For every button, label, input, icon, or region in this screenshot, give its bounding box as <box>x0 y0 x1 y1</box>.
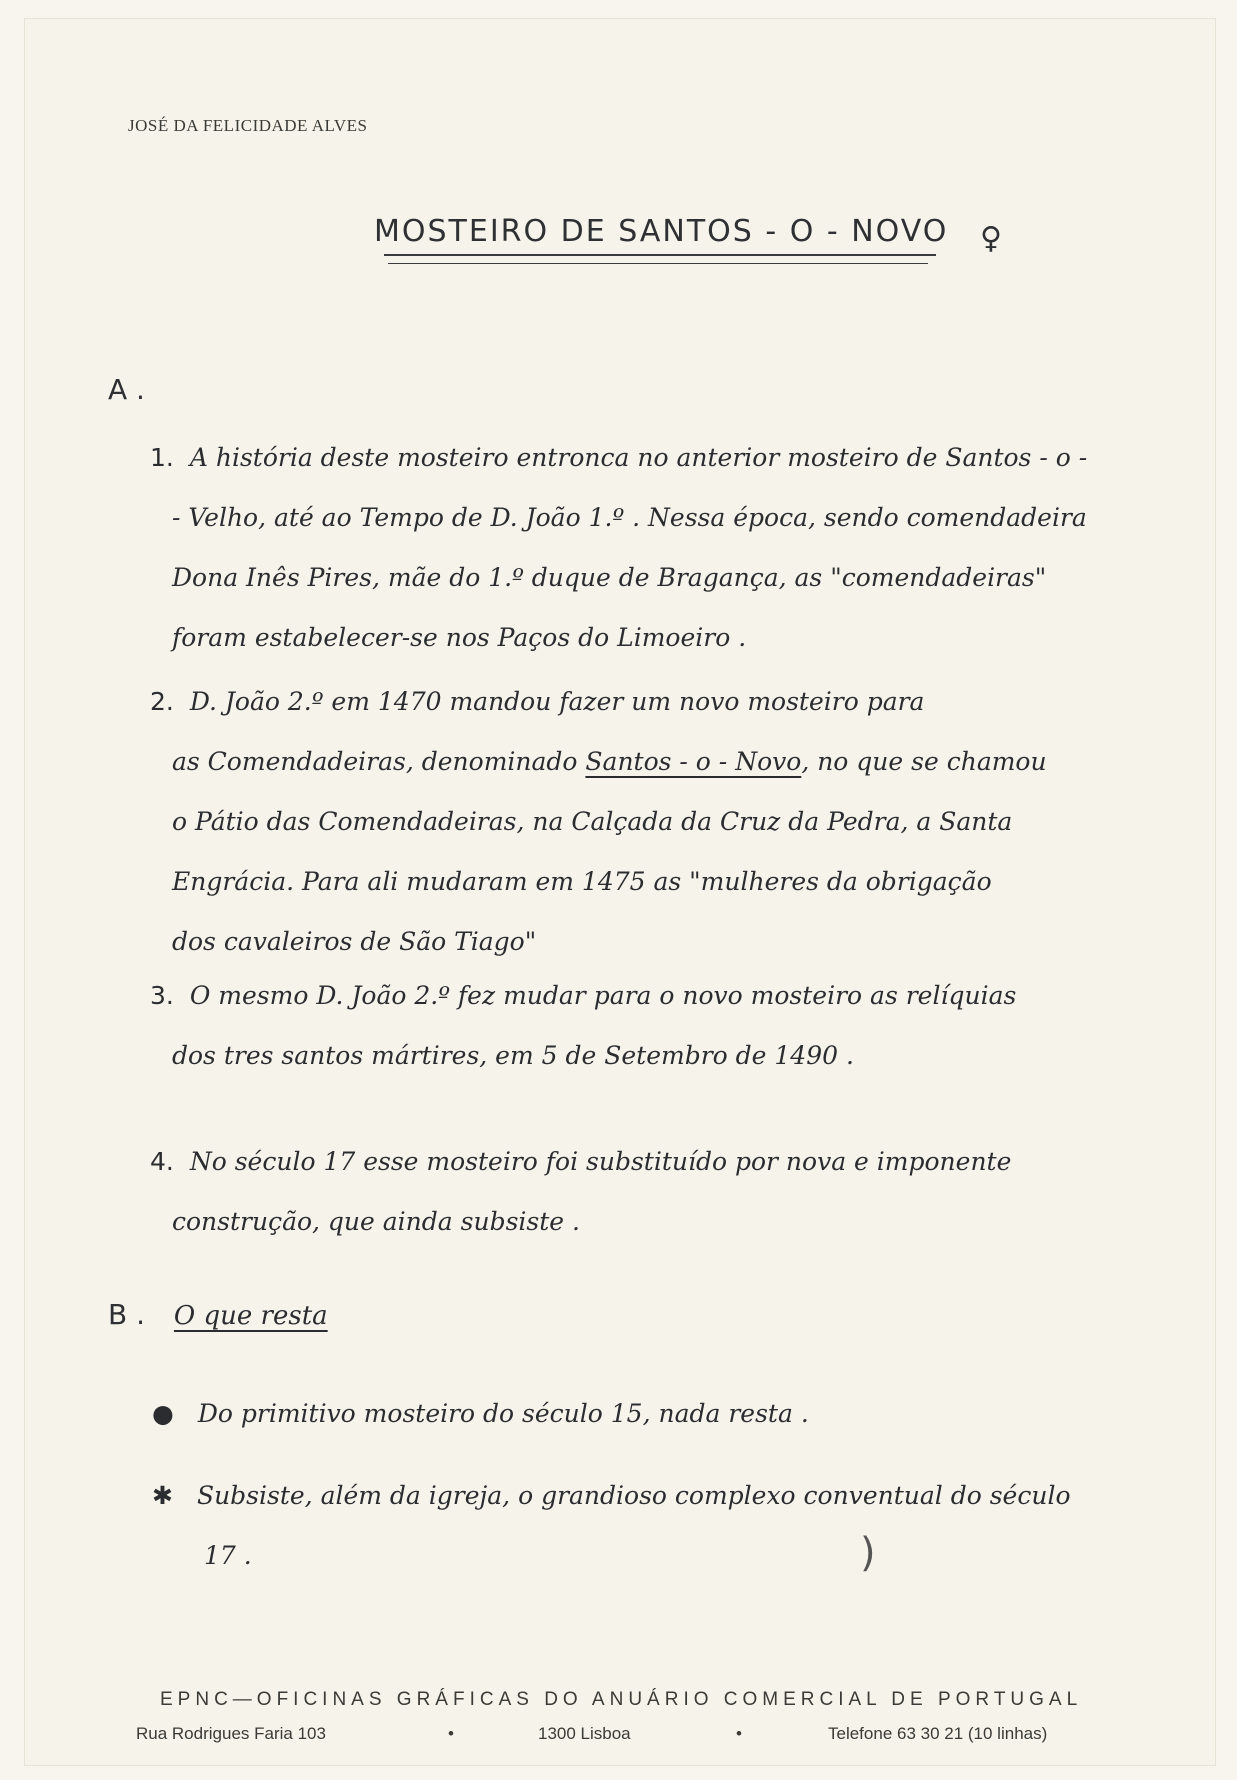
section-a-item-1 <box>150 428 1150 668</box>
item-line: D. João 2.º em 1470 mandou fazer um novo mosteiro para <box>189 687 925 716</box>
item-line: - Velho, até ao Tempo de D. João 1.º . Nessa época, sendo comendadeira <box>172 503 1087 532</box>
marginal-mark: ) <box>860 1530 876 1576</box>
bullet-line: Do primitivo mosteiro do século 15, nada resta . <box>197 1399 809 1428</box>
item-number: 1. <box>150 443 174 472</box>
footer-phone: Telefone 63 30 21 (10 linhas) <box>828 1724 1048 1743</box>
section-a-item-3 <box>150 966 1150 1086</box>
item-line: Dona Inês Pires, mãe do 1.º duque de Bragança, as "comendadeiras" <box>172 563 1047 592</box>
item-line: dos cavaleiros de São Tiago" <box>172 927 537 956</box>
section-a-item-2 <box>150 672 1150 972</box>
item-number: 4. <box>150 1147 174 1176</box>
document-title: MOSTEIRO DE SANTOS - O - NOVO <box>374 214 949 249</box>
section-a-item-4 <box>150 1132 1150 1252</box>
item-line: Engrácia. Para ali mudaram em 1475 as "mulheres da obrigação <box>172 867 992 896</box>
item-line: as Comendadeiras, denominado <box>172 747 586 776</box>
section-b-label <box>108 1298 328 1331</box>
item-line: o Pátio das Comendadeiras, na Calçada da Cruz da Pedra, a Santa <box>172 807 1013 836</box>
female-symbol-icon: ♀ <box>980 221 1002 256</box>
footer-separator: • <box>736 1724 742 1743</box>
asterisk-icon: ✱ <box>152 1481 173 1510</box>
section-b-letter: B . <box>108 1298 146 1331</box>
section-b-bullet-1 <box>152 1384 1152 1444</box>
bullet-line: 17 . <box>204 1541 252 1570</box>
document-page <box>24 18 1216 1766</box>
title-underline-1 <box>384 254 936 256</box>
item-line: A história deste mosteiro entronca no anterior mosteiro de Santos - o - <box>189 443 1088 472</box>
item-line: O mesmo D. João 2.º fez mudar para o novo mosteiro as relíquias <box>189 981 1017 1010</box>
item-line: construção, que ainda subsiste . <box>172 1207 580 1236</box>
item-line: No século 17 esse mosteiro foi substituído por nova e imponente <box>189 1147 1012 1176</box>
item-number: 2. <box>150 687 174 716</box>
footer-printer: EPNC—OFICINAS GRÁFICAS DO ANUÁRIO COMERCIAL DE PORTUGAL <box>160 1689 1083 1710</box>
footer-address: Rua Rodrigues Faria 103 <box>136 1724 326 1743</box>
item-number: 3. <box>150 981 174 1010</box>
footer-separator: • <box>448 1724 454 1743</box>
letterhead-name: JOSÉ DA FELICIDADE ALVES <box>128 116 368 135</box>
underlined-name: Santos - o - Novo <box>585 747 802 776</box>
section-b-title: O que resta <box>173 1301 328 1331</box>
footer-city: 1300 Lisboa <box>538 1724 631 1743</box>
bullet-dot-icon: ● <box>152 1399 174 1428</box>
item-line: dos tres santos mártires, em 5 de Setembro de 1490 . <box>172 1041 854 1070</box>
item-line: foram estabelecer-se nos Paços do Limoeiro . <box>172 623 747 652</box>
section-a-label: A . <box>108 373 145 406</box>
section-b-bullet-2 <box>152 1466 1152 1586</box>
title-underline-2 <box>388 263 928 264</box>
bullet-line: Subsiste, além da igreja, o grandioso complexo conventual do século <box>196 1481 1071 1510</box>
item-line: , no que se chamou <box>801 747 1047 776</box>
